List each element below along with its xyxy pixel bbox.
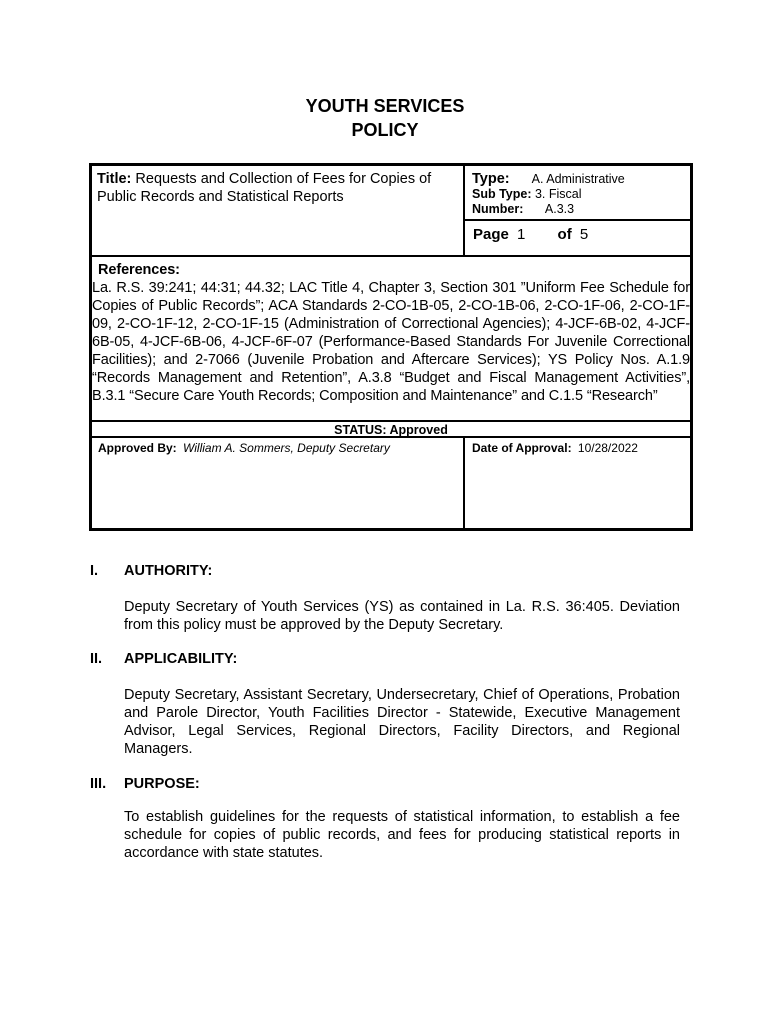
subtype-label: Sub Type: [472, 187, 532, 201]
type-label: Type: [472, 171, 510, 187]
section-body-authority: Deputy Secretary of Youth Services (YS) as contained in La. R.S. 36:405. Deviation from this policy must be approved by the Deputy Secretary. [124, 599, 680, 633]
references-label: References: [98, 262, 180, 278]
divider-type-page [464, 219, 690, 221]
section-title-applicability: APPLICABILITY: [124, 651, 238, 667]
heading-line-1: YOUTH SERVICES [305, 96, 465, 116]
status-line: STATUS: Approved [334, 423, 448, 437]
page-cell [473, 226, 588, 243]
divider-approval [463, 436, 465, 528]
references-cell [92, 261, 690, 405]
heading-line-2: POLICY [351, 120, 419, 140]
number-label: Number: [472, 202, 524, 216]
of-value: 5 [579, 226, 589, 243]
section-title-authority: AUTHORITY: [124, 563, 213, 579]
approved-by-cell [98, 441, 390, 455]
section-title-purpose: PURPOSE: [124, 776, 200, 792]
divider-status-top [92, 420, 690, 422]
section-body-purpose: To establish guidelines for the requests of statistical information, to establish a fee schedule for copies of public records, and fees for producing statistical reports in accordance with state statutes. [124, 809, 680, 861]
divider-references [92, 255, 690, 257]
title-value: Requests and Collection of Fees for Copies of Public Records and Statistical Reports [97, 171, 432, 205]
section-number: II. [90, 651, 103, 667]
section-number: I. [90, 563, 99, 579]
approved-by-value: William A. Sommers, Deputy Secretary [183, 441, 390, 455]
title-label: Title: [97, 171, 132, 187]
date-of-approval-cell [472, 441, 638, 455]
section-body-applicability: Deputy Secretary, Assistant Secretary, Undersecretary, Chief of Operations, Probation and Parole Director, Youth Facilities Director - Statewide, Executive Management Advisor, Legal Services, Regional Directors, Facility Directors, and Regional Managers. [124, 687, 680, 757]
of-label: of [557, 226, 572, 243]
approved-by-label: Approved By: [98, 441, 177, 455]
title-cell [97, 170, 457, 206]
subtype-value: 3. Fiscal [534, 187, 582, 201]
policy-header-table [89, 163, 693, 531]
references-text: La. R.S. 39:241; 44:31; 44.32; LAC Title 4, Chapter 3, Section 301 ”Uniform Fee Schedule for Copies of Public Records”; ACA Standards 2-CO-1B-05, 2-CO-1B-06, 2-CO-1F-06, 2-CO-1F-09, 2-CO-1F-12, 2-CO-1F-15 (Administration of Correctional Agencies); 4-JCF-6B-02, 4-JCF-6B-05, 4-JCF-6B-06, 4-JCF-6F-07 (Performance-Based Standards For Juvenile Correctional Facilities); and 2-7066 (Juvenile Probation and Aftercare Services); YS Policy Nos. A.1.9 “Records Management and Retention”, A.3.8 “Budget and Fiscal Management Activities”, B.3.1 “Secure Care Youth Records; Composition and Maintenance” and C.1.5 “Research” [92, 280, 690, 404]
type-value: A. Administrative [531, 172, 625, 186]
number-value: A.3.3 [544, 202, 575, 216]
date-value: 10/28/2022 [577, 441, 638, 455]
divider-title-type [463, 166, 465, 255]
date-label: Date of Approval: [472, 441, 572, 455]
type-cell [472, 171, 625, 217]
page-value: 1 [517, 226, 526, 243]
page-label: Page [473, 226, 509, 243]
section-number: III. [90, 776, 107, 792]
document-heading [0, 94, 770, 142]
